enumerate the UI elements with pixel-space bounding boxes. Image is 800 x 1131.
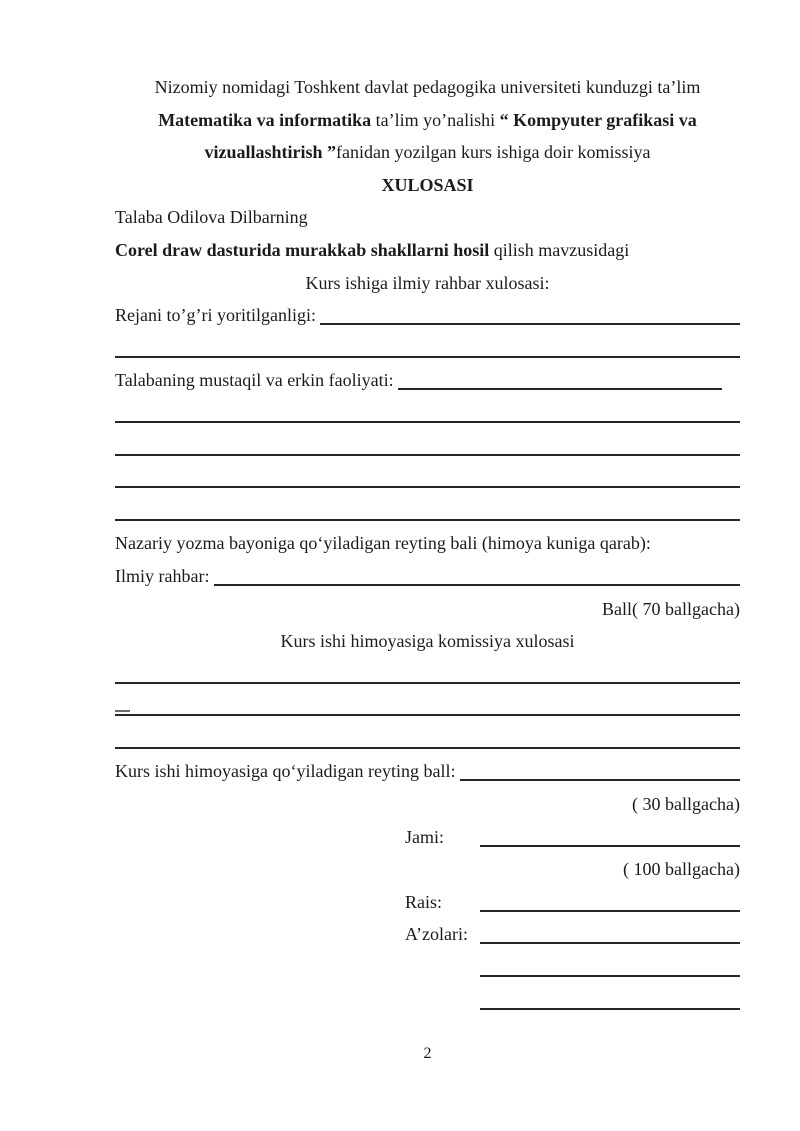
rating-note-text: Nazariy yozma bayoniga qoʻyiladigan reyting bali (himoya kuniga qarab): bbox=[115, 533, 651, 554]
header-line-1 bbox=[115, 71, 740, 104]
blank-fill-line bbox=[115, 397, 740, 423]
plan-field-label: Rejani to’g’ri yoritilganligi: bbox=[115, 305, 321, 326]
ball-30-row bbox=[115, 788, 740, 821]
blank-line-row bbox=[115, 397, 740, 430]
ball-70-note-text: Ball( 70 ballgacha) bbox=[602, 598, 740, 619]
chair-row bbox=[115, 886, 740, 919]
student-name-text: Talaba Odilova Dilbarning bbox=[115, 207, 308, 228]
member-blank-row bbox=[115, 951, 740, 984]
chair-fill-line bbox=[480, 886, 740, 912]
commission-heading-text: Kurs ishi himoyasiga komissiya xulosasi bbox=[280, 631, 575, 652]
blank-line-row bbox=[115, 495, 740, 528]
blank-line-row bbox=[115, 723, 740, 756]
direction-name-bold: Matematika va informatika bbox=[158, 109, 372, 130]
advisor-field-label: Ilmiy rahbar: bbox=[115, 565, 214, 586]
university-name-text: Nizomiy nomidagi Toshkent davlat pedagogika universiteti kunduzgi ta’lim bbox=[154, 77, 701, 97]
document-title bbox=[115, 169, 740, 202]
blank-fill-line bbox=[115, 658, 740, 684]
independent-field-label: Talabaning mustaqil va erkin faoliyati: bbox=[115, 370, 399, 391]
advisor-fill-line bbox=[214, 560, 740, 586]
ball-100-row bbox=[115, 853, 740, 886]
commission-heading bbox=[115, 625, 740, 658]
document-title-text: XULOSASI bbox=[381, 174, 474, 195]
header-line-3 bbox=[115, 136, 740, 169]
advisor-field-row bbox=[115, 560, 740, 593]
document-content bbox=[115, 71, 740, 1016]
blank-fill-line bbox=[115, 430, 740, 456]
members-fill-line bbox=[480, 918, 740, 944]
commission-intro-text: fanidan yozilgan kurs ishiga doir komissiya bbox=[336, 142, 651, 163]
topic-line bbox=[115, 234, 740, 267]
plan-field-row bbox=[115, 299, 740, 332]
independent-fill-line bbox=[398, 364, 722, 390]
total-label: Jami: bbox=[405, 826, 444, 847]
rating-note-row bbox=[115, 527, 740, 560]
direction-text: ta’lim yo’nalishi bbox=[371, 109, 500, 130]
total-fill-line bbox=[480, 821, 740, 847]
topic-suffix-text: qilish mavzusidagi bbox=[489, 239, 630, 260]
member-blank-row bbox=[115, 984, 740, 1017]
members-label: A’zolari: bbox=[405, 924, 468, 945]
member-fill-line bbox=[480, 951, 740, 977]
blank-line-row bbox=[115, 462, 740, 495]
ball-100-note-text: ( 100 ballgacha) bbox=[623, 859, 740, 880]
page-number-text: 2 bbox=[423, 1045, 432, 1062]
commission-rating-fill-line bbox=[460, 755, 740, 781]
subject-name-bold-end: vizuallashtirish ” bbox=[204, 142, 337, 163]
plan-fill-line bbox=[320, 299, 740, 325]
member-fill-line bbox=[480, 984, 740, 1010]
subject-name-bold-start: “ Kompyuter grafikasi va bbox=[499, 109, 697, 130]
blank-fill-line bbox=[115, 332, 740, 358]
ball-70-row bbox=[115, 593, 740, 626]
advisor-heading-text: Kurs ishiga ilmiy rahbar xulosasi: bbox=[305, 272, 550, 293]
ball-30-note-text: ( 30 ballgacha) bbox=[632, 794, 740, 815]
underscore-mark bbox=[115, 710, 130, 712]
blank-line-row bbox=[115, 430, 740, 463]
blank-fill-line bbox=[115, 462, 740, 488]
independent-field-row bbox=[115, 364, 740, 397]
topic-title-bold: Corel draw dasturida murakkab shakllarni hosil bbox=[115, 239, 490, 260]
blank-line-row bbox=[115, 332, 740, 365]
advisor-heading bbox=[115, 267, 740, 300]
blank-line-row bbox=[115, 690, 740, 723]
blank-line-row bbox=[115, 658, 740, 691]
blank-fill-line bbox=[115, 495, 740, 521]
page-number bbox=[115, 1044, 740, 1064]
student-name-line bbox=[115, 201, 740, 234]
members-row bbox=[115, 918, 740, 951]
commission-rating-label: Kurs ishi himoyasiga qoʻyiladigan reyting ball: bbox=[115, 761, 460, 782]
chair-label: Rais: bbox=[405, 891, 443, 912]
total-row bbox=[115, 821, 740, 854]
blank-fill-line bbox=[115, 723, 740, 749]
blank-fill-line bbox=[115, 690, 740, 716]
commission-rating-row bbox=[115, 755, 740, 788]
header-line-2 bbox=[115, 104, 740, 137]
